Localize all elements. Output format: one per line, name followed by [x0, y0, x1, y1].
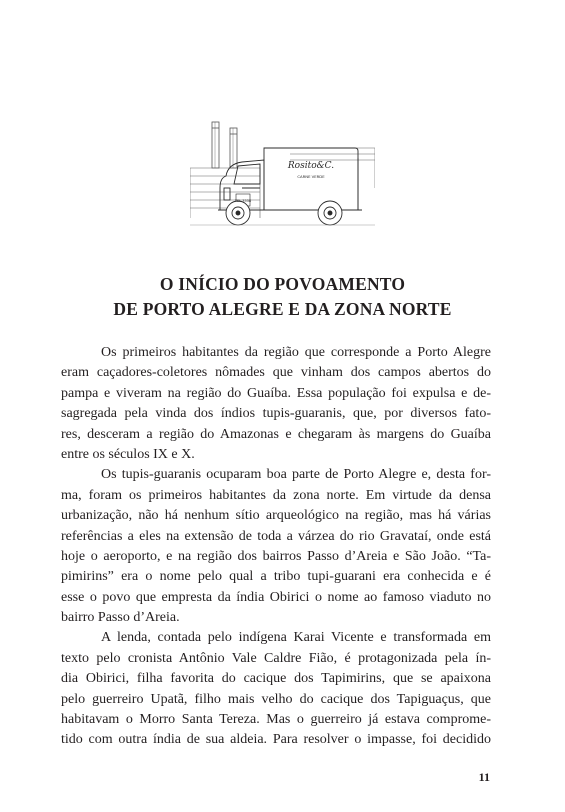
factory-chimneys [212, 122, 237, 168]
paragraph-line: pimirins” era o nome pelo qual a tribo tupi-guarani era conhecida e é [61, 569, 491, 585]
paragraph-line: hoje o aeroporto, e na região dos bairros Passo d’Areia e São João. “Ta- [61, 548, 491, 564]
paragraph-line: pampa e viveram na região do Guaíba. Essa população foi expulsa e de- [61, 385, 491, 401]
paragraph-line: Os tupis-guaranis ocuparam boa parte de Porto Alegre e, desta for- [101, 467, 491, 483]
paragraph-line: eram caçadores-coletores nômades que vinham dos campos abertos do [61, 365, 491, 381]
warehouse-buildings [190, 148, 375, 218]
paragraph-line: dia Obirici, filha favorita do cacique dos Tapimirins, que se apaixona [61, 671, 491, 687]
delivery-truck-illustration [190, 118, 375, 230]
page-number: 11 [478, 770, 490, 784]
paragraph-line: entre os séculos IX e X. [61, 446, 195, 462]
truck [190, 148, 375, 225]
paragraph-line: urbanização, não há nenhum sítio arqueológico na região, mas há várias [61, 508, 491, 524]
truck-sign-text: Rosito&C. [287, 161, 335, 171]
paragraph-line: esse o povo que empresta da índia Obirici o nome ao famoso viaduto no [61, 589, 491, 605]
paragraph-line: sagregada pela vinda dos índios tupis-guaranis, que, por diversos fato- [61, 406, 491, 422]
paragraph-line: habitavam o Morro Santa Tereza. Mas o guerreiro já estava comprome- [61, 712, 491, 728]
paragraph-line: texto pelo cronista Antônio Vale Caldre Fião, é protagonizada pela ín- [61, 650, 491, 666]
paragraph-line: pelo guerreiro Upatã, filho mais velho do cacique dos Tapiguaçus, que [61, 691, 491, 707]
body-text [61, 343, 491, 751]
paragraph-line: tido com outra índia de sua aldeia. Para resolver o impasse, foi decidido [61, 732, 491, 748]
paragraph-line: bairro Passo d’Areia. [61, 610, 180, 626]
truck-sub-text: CARNE VERDE [297, 174, 325, 179]
paragraph-line: A lenda, contada pelo indígena Karai Vicente e transformada em [101, 630, 491, 646]
paragraph-line: ma, foram os primeiros habitantes da zona norte. Em virtude da densa [61, 487, 491, 503]
paragraph-1 [61, 343, 491, 465]
truck-phone-text: TEL 3558 [234, 199, 252, 203]
paragraph-line: referências a eles na extensão de toda a várzea do rio Gravataí, onde está [61, 528, 491, 544]
chapter-title-line-2: DE PORTO ALEGRE E DA ZONA NORTE [113, 299, 452, 319]
paragraph-line: res, desceram a região do Amazonas e chegaram às margens do Guaíba [61, 426, 491, 442]
chapter-title [0, 272, 565, 322]
paragraph-3 [61, 628, 491, 750]
chapter-title-line-1: O INÍCIO DO POVOAMENTO [159, 274, 406, 294]
paragraph-line: Os primeiros habitantes da região que corresponde a Porto Alegre [101, 345, 491, 360]
paragraph-2 [61, 465, 491, 628]
